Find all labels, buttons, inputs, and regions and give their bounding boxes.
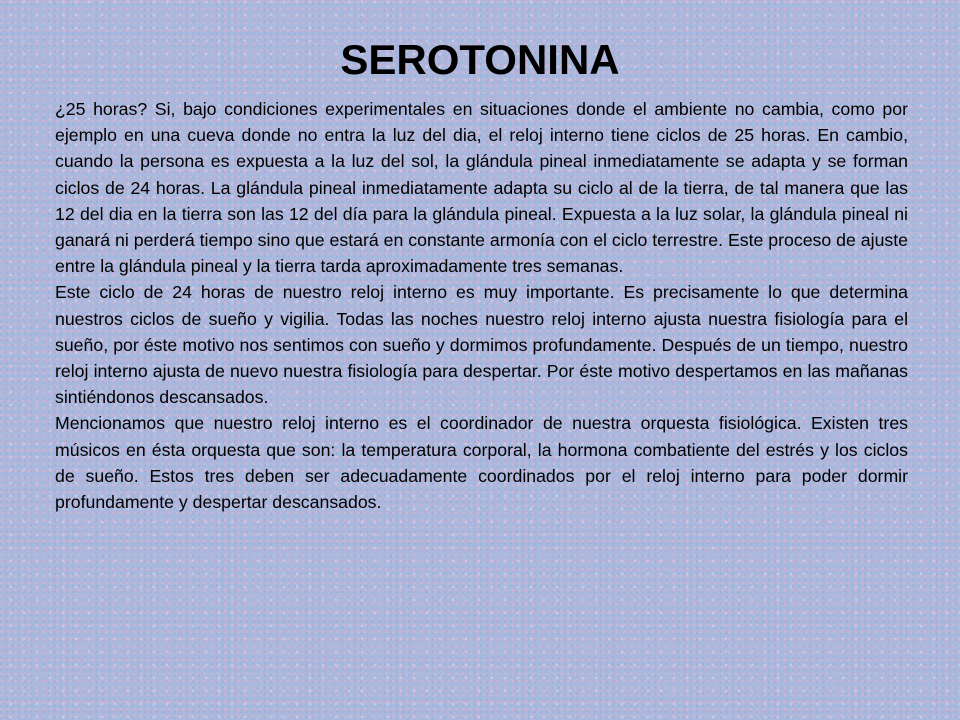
paragraph-2: Este ciclo de 24 horas de nuestro reloj interno es muy importante. Es precisamente lo que determina nuestros ciclos de sueño y vigilia. Todas las noches nuestro reloj interno ajusta nuestra fisiología para el sueño, por éste motivo nos sentimos con sueño y dormimos profundamente. Después de un tiempo, nuestro reloj interno ajusta de nuevo nuestra fisiología para despertar. Por éste motivo despertamos en las mañanas sintiéndonos descansados. (55, 282, 908, 408)
paragraph-1: ¿25 horas? Si, bajo condiciones experimentales en situaciones donde el ambiente no cambia, como por ejemplo en una cueva donde no entra la luz del dia, el reloj interno tiene ciclos de 25 horas. En cambio, cuando la persona es expuesta a la luz del sol, la glándula pineal inmediatamente se adapta y se forman ciclos de 24 horas. La glándula pineal inmediatamente adapta su ciclo al de la tierra, de tal manera que las 12 del dia en la tierra son las 12 del día para la glándula pineal. Expuesta a la luz solar, la glándula pineal ni ganará ni perderá tiempo sino que estará en constante armonía con el ciclo terrestre. Este proceso de ajuste entre la glándula pineal y la tierra tarda aproximadamente tres semanas. (55, 99, 908, 277)
slide-title: SEROTONINA (340, 36, 620, 83)
slide-body (55, 96, 908, 515)
paragraph-3: Mencionamos que nuestro reloj interno es el coordinador de nuestra orquesta fisiológica. Existen tres músicos en ésta orquesta que son: la temperatura corporal, la hormona combatiente del estrés y los ciclos de sueño. Estos tres deben ser adecuadamente coordinados por el reloj interno para poder dormir profundamente y despertar descansados. (55, 413, 908, 513)
